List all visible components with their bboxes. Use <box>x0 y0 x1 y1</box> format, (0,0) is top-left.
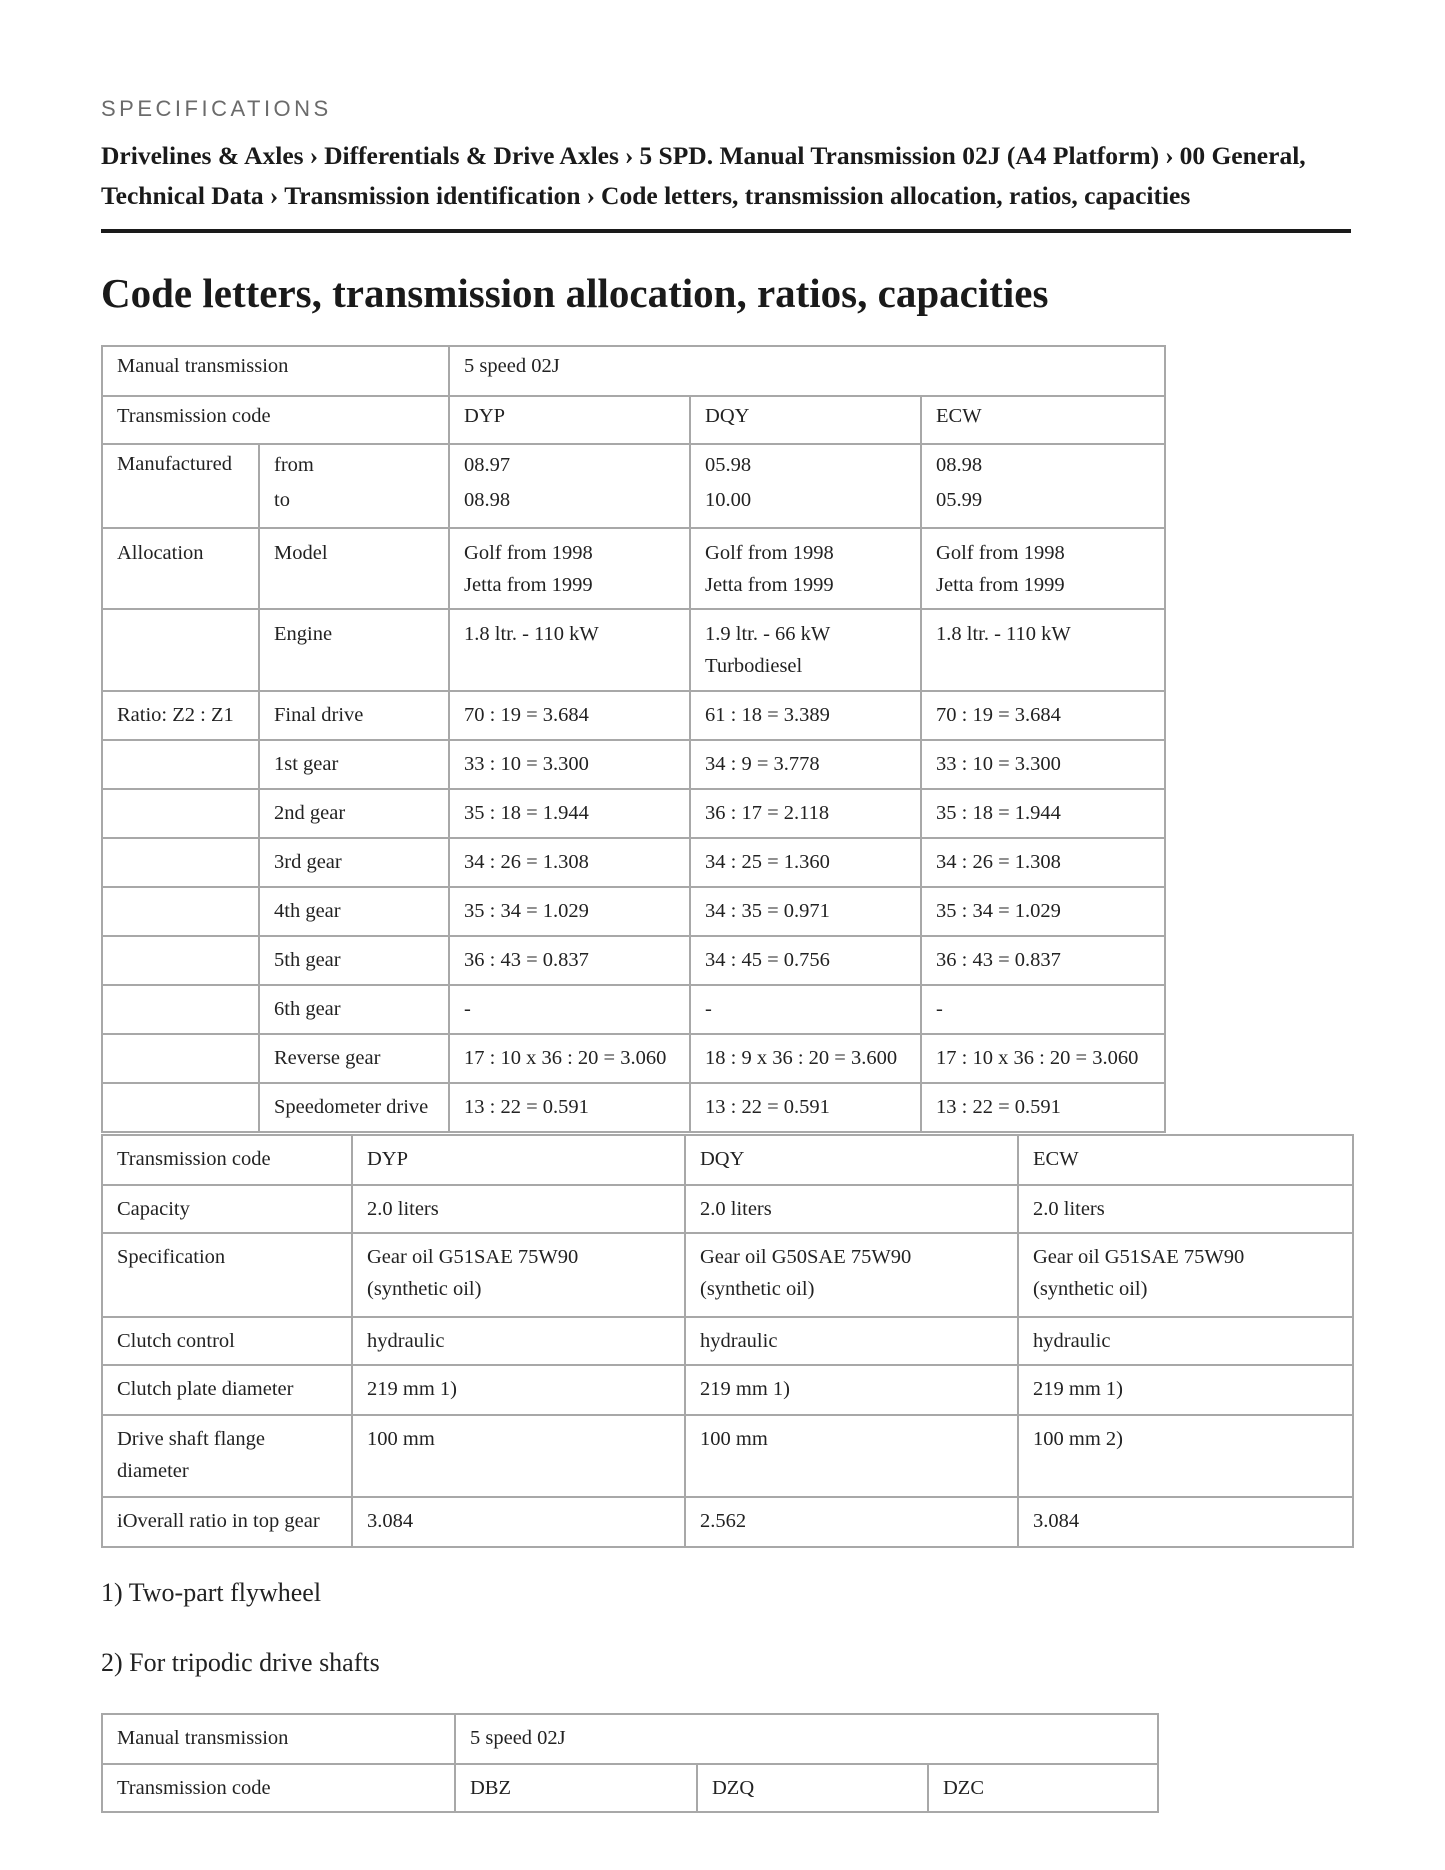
capacity-cell: 2.0 liters <box>685 1185 1018 1233</box>
ratio-cell: 36 : 43 = 0.837 <box>449 936 690 985</box>
empty-cell <box>102 609 259 691</box>
ratio-cell: 36 : 43 = 0.837 <box>921 936 1165 985</box>
manufactured-dates-cell: 08.98 05.99 <box>921 444 1165 528</box>
transmission-code-cell: DYP <box>352 1135 685 1185</box>
clutch-control-cell: hydraulic <box>352 1317 685 1365</box>
manual-transmission-label: Manual transmission <box>102 1714 455 1764</box>
transmission-ratio-table <box>101 345 1166 1133</box>
table-row <box>102 740 1165 789</box>
manufactured-label: Manufactured <box>102 444 259 528</box>
capacity-cell: 2.0 liters <box>1018 1185 1353 1233</box>
ratio-cell: 13 : 22 = 0.591 <box>921 1083 1165 1132</box>
table-row <box>102 444 1165 528</box>
transmission-code-cell: DZQ <box>697 1764 928 1812</box>
ratio-cell: 13 : 22 = 0.591 <box>690 1083 921 1132</box>
empty-cell <box>102 1034 259 1083</box>
clutch-plate-cell: 219 mm 1) <box>352 1365 685 1415</box>
table-row <box>102 1317 1353 1365</box>
model-cell: Golf from 1998 Jetta from 1999 <box>690 528 921 609</box>
ratio-row-label: 1st gear <box>259 740 449 789</box>
breadcrumb-separator: › <box>269 181 279 210</box>
manufactured-dates-cell: 05.98 10.00 <box>690 444 921 528</box>
ratio-row-label: 5th gear <box>259 936 449 985</box>
ratio-cell: 17 : 10 x 36 : 20 = 3.060 <box>449 1034 690 1083</box>
ratio-cell: 35 : 34 = 1.029 <box>921 887 1165 936</box>
transmission-code-table-2 <box>101 1713 1159 1813</box>
header-divider <box>101 229 1351 233</box>
transmission-code-label: Transmission code <box>102 396 449 444</box>
manufactured-dates-cell: 08.97 08.98 <box>449 444 690 528</box>
ratio-cell: 34 : 45 = 0.756 <box>690 936 921 985</box>
table-row <box>102 346 1165 396</box>
ratio-row-label: 4th gear <box>259 887 449 936</box>
breadcrumb-item-differentials[interactable]: Differentials & Drive Axles <box>324 141 619 170</box>
table-row <box>102 1497 1353 1547</box>
overall-ratio-label: iOverall ratio in top gear <box>102 1497 352 1547</box>
table-row <box>102 838 1165 887</box>
specification-cell: Gear oil G51SAE 75W90 (synthetic oil) <box>352 1233 685 1317</box>
transmission-code-label: Transmission code <box>102 1135 352 1185</box>
table-row <box>102 936 1165 985</box>
transmission-code-cell: DBZ <box>455 1764 697 1812</box>
overall-ratio-cell: 2.562 <box>685 1497 1018 1547</box>
engine-cell: 1.8 ltr. - 110 kW <box>449 609 690 691</box>
ratio-cell: 33 : 10 = 3.300 <box>921 740 1165 789</box>
table-row <box>102 789 1165 838</box>
breadcrumb <box>101 136 1351 216</box>
section-eyebrow: SPECIFICATIONS <box>101 96 332 121</box>
capacity-label: Capacity <box>102 1185 352 1233</box>
breadcrumb-item-current: Code letters, transmission allocation, ratios, capacities <box>601 181 1191 210</box>
manual-transmission-value: 5 speed 02J <box>449 346 1165 396</box>
ratio-cell: - <box>921 985 1165 1034</box>
ratio-cell: 17 : 10 x 36 : 20 = 3.060 <box>921 1034 1165 1083</box>
table-row <box>102 887 1165 936</box>
empty-cell <box>102 789 259 838</box>
engine-cell: 1.8 ltr. - 110 kW <box>921 609 1165 691</box>
transmission-code-label: Transmission code <box>102 1764 455 1812</box>
specification-cell: Gear oil G50SAE 75W90 (synthetic oil) <box>685 1233 1018 1317</box>
transmission-code-cell: DZC <box>928 1764 1158 1812</box>
transmission-code-cell: ECW <box>1018 1135 1353 1185</box>
capacity-table <box>101 1134 1354 1548</box>
ratio-cell: 13 : 22 = 0.591 <box>449 1083 690 1132</box>
empty-cell <box>102 740 259 789</box>
breadcrumb-separator: › <box>1165 141 1174 170</box>
from-to-label <box>259 444 449 528</box>
footnote-1: 1) Two-part flywheel <box>101 1578 322 1607</box>
ratio-cell: 33 : 10 = 3.300 <box>449 740 690 789</box>
clutch-control-label: Clutch control <box>102 1317 352 1365</box>
breadcrumb-separator: › <box>309 141 319 170</box>
empty-cell <box>102 838 259 887</box>
ratio-cell: 35 : 18 = 1.944 <box>449 789 690 838</box>
clutch-plate-cell: 219 mm 1) <box>1018 1365 1353 1415</box>
allocation-label: Allocation <box>102 528 259 609</box>
flange-diameter-cell: 100 mm 2) <box>1018 1415 1353 1497</box>
ratio-cell: 34 : 9 = 3.778 <box>690 740 921 789</box>
ratio-cell: 34 : 35 = 0.971 <box>690 887 921 936</box>
ratio-row-label: 3rd gear <box>259 838 449 887</box>
specification-cell: Gear oil G51SAE 75W90 (synthetic oil) <box>1018 1233 1353 1317</box>
ratio-cell: 70 : 19 = 3.684 <box>921 691 1165 740</box>
breadcrumb-item-general-technical-data[interactable]: 00 General, Technical Data <box>101 141 1306 210</box>
ratio-cell: 18 : 9 x 36 : 20 = 3.600 <box>690 1034 921 1083</box>
ratio-cell: 36 : 17 = 2.118 <box>690 789 921 838</box>
model-cell: Golf from 1998 Jetta from 1999 <box>921 528 1165 609</box>
specification-label: Specification <box>102 1233 352 1317</box>
table-row <box>102 396 1165 444</box>
table-row <box>102 1135 1353 1185</box>
breadcrumb-item-transmission-identification[interactable]: Transmission identification <box>284 181 581 210</box>
ratio-row-label: Reverse gear <box>259 1034 449 1083</box>
breadcrumb-item-transmission-02j[interactable]: 5 SPD. Manual Transmission 02J (A4 Platform) <box>639 141 1160 170</box>
flange-diameter-cell: 100 mm <box>685 1415 1018 1497</box>
ratio-cell: 35 : 18 = 1.944 <box>921 789 1165 838</box>
table-row <box>102 528 1165 609</box>
table-row <box>102 1415 1353 1497</box>
manual-transmission-label: Manual transmission <box>102 346 449 396</box>
from-label: from <box>274 454 314 476</box>
clutch-control-cell: hydraulic <box>685 1317 1018 1365</box>
footnote-2: 2) For tripodic drive shafts <box>101 1648 380 1677</box>
transmission-code-cell: ECW <box>921 396 1165 444</box>
ratio-cell: 70 : 19 = 3.684 <box>449 691 690 740</box>
model-label: Model <box>259 528 449 609</box>
breadcrumb-separator: › <box>624 141 634 170</box>
empty-cell <box>102 887 259 936</box>
table-row <box>102 1185 1353 1233</box>
clutch-plate-cell: 219 mm 1) <box>685 1365 1018 1415</box>
empty-cell <box>102 985 259 1034</box>
model-cell: Golf from 1998 Jetta from 1999 <box>449 528 690 609</box>
clutch-plate-label: Clutch plate diameter <box>102 1365 352 1415</box>
ratio-cell: 61 : 18 = 3.389 <box>690 691 921 740</box>
clutch-control-cell: hydraulic <box>1018 1317 1353 1365</box>
transmission-code-cell: DQY <box>685 1135 1018 1185</box>
engine-label: Engine <box>259 609 449 691</box>
table-row <box>102 1365 1353 1415</box>
capacity-cell: 2.0 liters <box>352 1185 685 1233</box>
engine-cell: 1.9 ltr. - 66 kW Turbodiesel <box>690 609 921 691</box>
ratio-cell: - <box>690 985 921 1034</box>
ratio-cell: 34 : 25 = 1.360 <box>690 838 921 887</box>
ratio-label: Ratio: Z2 : Z1 <box>102 691 259 740</box>
table-row <box>102 609 1165 691</box>
flange-diameter-cell: 100 mm <box>352 1415 685 1497</box>
empty-cell <box>102 936 259 985</box>
table-row <box>102 1083 1165 1132</box>
page-title: Code letters, transmission allocation, ratios, capacities <box>101 270 1049 316</box>
table-row <box>102 1034 1165 1083</box>
ratio-row-label: 6th gear <box>259 985 449 1034</box>
ratio-row-label: Final drive <box>259 691 449 740</box>
ratio-cell: 35 : 34 = 1.029 <box>449 887 690 936</box>
ratio-cell: - <box>449 985 690 1034</box>
ratio-row-label: Speedometer drive <box>259 1083 449 1132</box>
ratio-cell: 34 : 26 = 1.308 <box>921 838 1165 887</box>
breadcrumb-separator: › <box>586 181 596 210</box>
transmission-code-cell: DQY <box>690 396 921 444</box>
table-row <box>102 1764 1158 1812</box>
breadcrumb-item-drivelines[interactable]: Drivelines & Axles <box>101 141 304 170</box>
manual-transmission-value: 5 speed 02J <box>455 1714 1158 1764</box>
overall-ratio-cell: 3.084 <box>352 1497 685 1547</box>
table-row <box>102 691 1165 740</box>
flange-diameter-label: Drive shaft flange diameter <box>102 1415 352 1497</box>
empty-cell <box>102 1083 259 1132</box>
ratio-row-label: 2nd gear <box>259 789 449 838</box>
transmission-code-cell: DYP <box>449 396 690 444</box>
table-row <box>102 1233 1353 1317</box>
to-label: to <box>274 489 290 511</box>
ratio-cell: 34 : 26 = 1.308 <box>449 838 690 887</box>
table-row <box>102 1714 1158 1764</box>
overall-ratio-cell: 3.084 <box>1018 1497 1353 1547</box>
table-row <box>102 985 1165 1034</box>
